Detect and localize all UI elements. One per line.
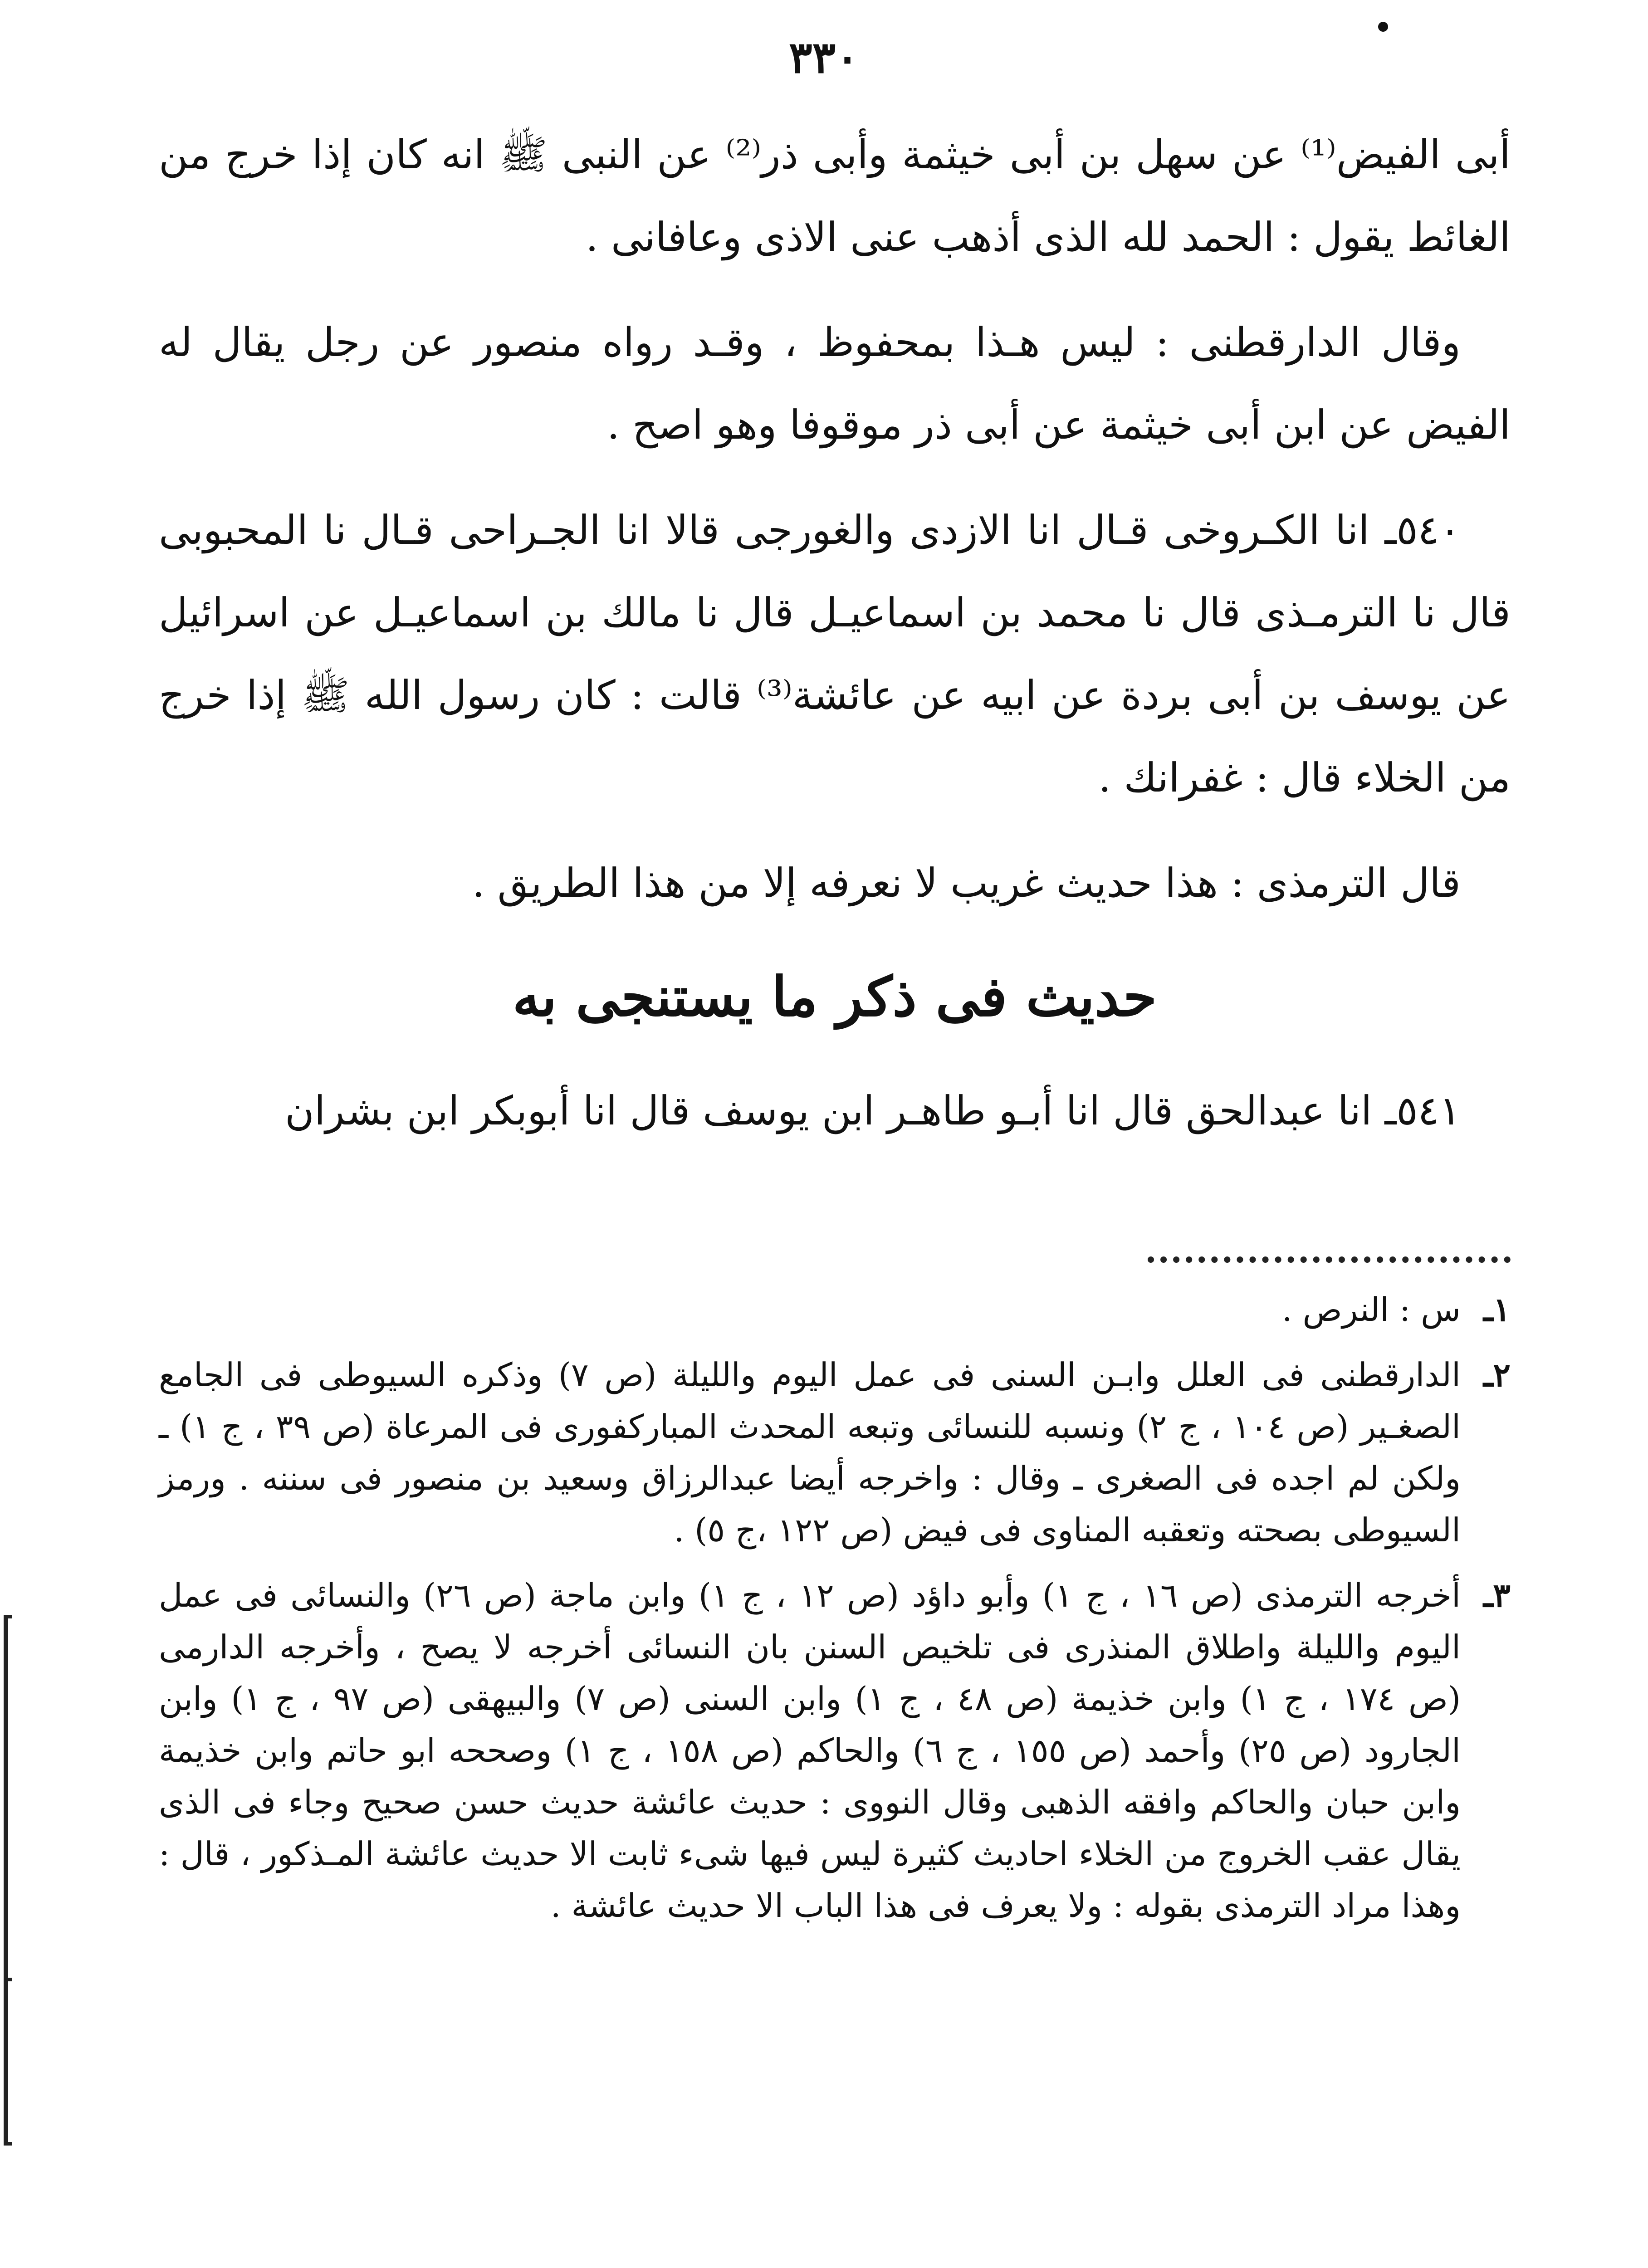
paragraph-hadith-540: ٥٤٠ـ انا الكـروخى قـال انا الازدى والغورجى قالا انا الجـراحى قـال نا المحبوبى قال نا الترمـذى قال نا محمد بن اسماعيـل قال نا مالك بن اسماعيـل عن اسرائيل عن يوسف بن أبى بردة عن ابيه عن عائشة⁽³⁾ قالت : كان رسول الله ﷺ إذا خرج من الخلاء قال : غفرانك . <box>159 507 1511 801</box>
section-heading: حديث فى ذكر ما يستنجى به <box>512 965 1157 1029</box>
page-dot-mark <box>1378 22 1388 32</box>
paragraph-tirmidhi-comment: قال الترمذى : هذا حديث غريب لا نعرفه إلا من هذا الطريق . <box>472 860 1461 906</box>
footnote-2 <box>159 1349 1511 1556</box>
footnote-1 <box>159 1284 1511 1335</box>
footnote-number: ٢ـ <box>1483 1355 1511 1394</box>
page-number: ٣٣٠ <box>789 32 859 83</box>
footnotes-section <box>159 1284 1511 1945</box>
binding-margin-bracket <box>0 1615 12 2146</box>
footnote-3 <box>159 1569 1511 1931</box>
footnote-text: أخرجه الترمذى (ص ١٦ ، ج ١) وأبو داؤد (ص ١٢ ، ج ١) وابن ماجة (ص ٢٦) والنسائى فى عمل اليوم والليلة واطلاق المنذرى فى تلخيص السنن بان النسائى أخرجه لا يصح ، وأخرجه الدارمى (ص ١٧٤ ، ج ١) وابن خذيمة (ص ٤٨ ، ج ١) وابن السنى (ص ٧) والبيهقى (ص ٩٧ ، ج ١) وابن الجارود (ص ٢٥) وأحمد (ص ١٥٥ ، ج ٦) والحاكم (ص ١٥٨ ، ج ١) وصححه ابو حاتم وابن خذيمة وابن حبان والحاكم وافقه الذهبى وقال النووى : حديث عائشة حديث حسن صحيح وجاء فى الذى يقال عقب الخروج من الخلاء احاديث كثيرة ليس فيها شىء ثابت الا حديث عائشة المـذكور ، قال : وهذا مراد الترمذى بقوله : ولا يعرف فى هذا الباب الا حديث عائشة . <box>159 1576 1461 1925</box>
bracket-tick-bottom <box>4 2142 12 2146</box>
footnote-number: ٣ـ <box>1483 1576 1511 1614</box>
footnote-text: س : النرص . <box>1281 1290 1461 1329</box>
bracket-tick-top <box>4 1615 12 1618</box>
footnote-text: الدارقطنى فى العلل وابـن السنى فى عمل اليوم والليلة (ص ٧) وذكره السيوطى فى الجامع الصغـير (ص ١٠٤ ، ج ٢) ونسبه للنسائى وتبعه المحدث المباركفورى فى المرعاة (ص ٣٩ ، ج ١) ـ ولكن لم اجده فى الصغرى ـ وقال : واخرجه أيضا عبدالرزاق وسعيد بن منصور فى سننه . ورمز السيوطى بصحته وتعقبه المناوى فى فيض (ص ١٢٢ ،ج ٥) . <box>159 1356 1461 1549</box>
paragraph-continuation: أبى الفيض⁽¹⁾ عن سهل بن أبى خيثمة وأبى ذر⁽²⁾ عن النبى ﷺ انه كان إذا خرج من الغائط يقول : الحمد لله الذى أذهب عنى الاذى وعافانى . <box>159 131 1511 260</box>
paragraph-hadith-541: ٥٤١ـ انا عبدالحق قال انا أبـو طاهـر ابن يوسف قال انا أبوبكر ابن بشران <box>285 1087 1461 1134</box>
bracket-bar <box>4 1615 8 2146</box>
bracket-tick-middle <box>4 1978 12 1981</box>
main-text-body <box>159 113 1511 1175</box>
paragraph-daraqutni-comment: وقال الدارقطنى : ليس هـذا بمحفوظ ، وقـد رواه منصور عن رجل يقال له الفيض عن ابن أبى خيثمة عن أبى ذر موقوفا وهو اصح . <box>159 319 1511 448</box>
footnote-separator <box>1148 1256 1511 1263</box>
footnote-number: ١ـ <box>1483 1290 1511 1329</box>
